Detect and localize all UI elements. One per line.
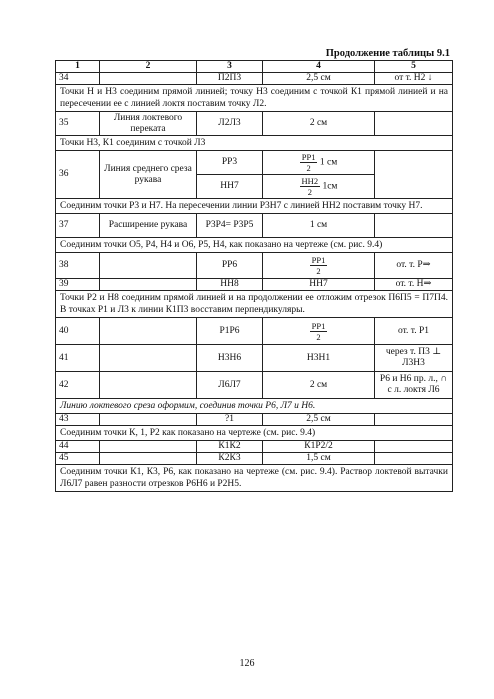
cell: Р3Р4= Р3Р5 (197, 214, 263, 238)
cell: РР3 (197, 151, 263, 175)
fraction (310, 321, 328, 342)
cell: ?1 (197, 414, 263, 426)
cell (100, 414, 197, 426)
table-row (56, 372, 453, 399)
header-cell: 4 (263, 61, 375, 73)
table-row (56, 318, 453, 345)
cell (263, 151, 375, 175)
table-row (56, 345, 453, 372)
row-number: 44 (56, 441, 100, 453)
table-row (56, 73, 453, 85)
row-number: 40 (56, 318, 100, 345)
suffix: 1см (322, 181, 338, 192)
cell (100, 453, 197, 465)
denominator: 2 (316, 266, 321, 276)
table-row (56, 214, 453, 238)
cell: от. т. Н⇒ (375, 279, 453, 291)
instruction-row (56, 426, 453, 441)
instruction-row (56, 199, 453, 214)
cell (375, 112, 453, 136)
instruction-text: Точки Р2 и Н8 соединим прямой линией и на продолжении ее отложим отрезок П6П5 = П7П4. В точках Р1 и Л3 к линии К1П3 восставим перпендикуляры. (56, 291, 453, 318)
cell: К1Р2/2 (263, 441, 375, 453)
row-number: 42 (56, 372, 100, 399)
cell: 2,5 см (263, 414, 375, 426)
row-number: 37 (56, 214, 100, 238)
cell: Н3Н1 (263, 345, 375, 372)
table-row (56, 453, 453, 465)
table-caption: Продолжение таблицы 9.1 (325, 48, 450, 59)
fraction (300, 152, 318, 173)
cell (375, 441, 453, 453)
cell (375, 453, 453, 465)
cell: НН7 (197, 175, 263, 199)
instruction-text: Точки Н3, К1 соединим с точкой Л3 (56, 136, 453, 151)
cell (263, 253, 375, 279)
cell (263, 318, 375, 345)
header-cell: 2 (100, 61, 197, 73)
cell (375, 214, 453, 238)
cell (100, 253, 197, 279)
row-number: 45 (56, 453, 100, 465)
cell (375, 414, 453, 426)
cell: Л2Л3 (197, 112, 263, 136)
cell: П2П3 (197, 73, 263, 85)
cell (100, 441, 197, 453)
table-row (56, 279, 453, 291)
row-number: 43 (56, 414, 100, 426)
fraction (300, 176, 321, 197)
header-cell: 1 (56, 61, 100, 73)
header-row (56, 61, 453, 73)
instruction-text: Соединим точки О5, Р4, Н4 и О6, Р5, Н4, как показано на чертеже (см. рис. 9.4) (56, 238, 453, 253)
cell (263, 175, 375, 199)
cell: 1,5 см (263, 453, 375, 465)
row-number: 41 (56, 345, 100, 372)
page-number: 126 (239, 658, 255, 669)
row-number: 34 (56, 73, 100, 85)
instruction-text: Точки Н и Н3 соединим прямой линией; точку Н3 соединим с точкой К1 прямой линией и на пересечении ее с линией локтя поставим точку Л2. (56, 85, 453, 112)
cell: НН7 (263, 279, 375, 291)
instruction-row (56, 399, 453, 414)
cell: Линия среднего среза рукава (100, 151, 197, 199)
cell: Р6 и Н6 пр. л., ∩ с л. локтя Л6 (375, 372, 453, 399)
instruction-text: Соединим точки К1, К3, Р6, как показано на чертеже (см. рис. 9.4). Раствор локтевой вытачки Л6Л7 равен разности отрезков Р6Н6 и Р2Н5. (56, 465, 453, 492)
cell: от. т. Р1 (375, 318, 453, 345)
numerator: НН2 (301, 176, 319, 186)
cell: 2 см (263, 372, 375, 399)
header-cell: 5 (375, 61, 453, 73)
cell: через т. П3 ⊥ Л3Н3 (375, 345, 453, 372)
denominator: 2 (316, 331, 321, 342)
cell (375, 151, 453, 199)
table-row (56, 112, 453, 136)
cell: Расширение рукава (100, 214, 197, 238)
instruction-text: Соединим точки К, 1, Р2 как показано на чертеже (см. рис. 9.4) (56, 426, 453, 441)
row-number: 38 (56, 253, 100, 279)
cell (100, 73, 197, 85)
fraction (310, 255, 328, 276)
cell: Л6Л7 (197, 372, 263, 399)
row-number: 36 (56, 151, 100, 199)
cell: 1 см (263, 214, 375, 238)
instruction-row (56, 291, 453, 318)
cell: от т. Н2 ↓ (375, 73, 453, 85)
numerator: РР1 (311, 320, 326, 331)
table-row (56, 151, 453, 175)
cell (100, 345, 197, 372)
cell: РР6 (197, 253, 263, 279)
instruction-text: Линию локтевого среза оформим, соединив точки Р6, Л7 и Н6. (56, 399, 453, 414)
instruction-row (56, 465, 453, 492)
row-number: 35 (56, 112, 100, 136)
construction-table (55, 60, 453, 492)
denominator: 2 (306, 163, 311, 173)
suffix: 1 см (319, 157, 338, 168)
table-row (56, 414, 453, 426)
numerator: РР1 (311, 255, 326, 265)
instruction-text: Соединим точки Р3 и Н7. На пересечении линии Р3Н7 с линией НН2 поставим точку Н7. (56, 199, 453, 214)
denominator: 2 (307, 187, 312, 197)
cell (100, 318, 197, 345)
cell: 2 см (263, 112, 375, 136)
cell: Р1Р6 (197, 318, 263, 345)
cell: от. т. Р⇒ (375, 253, 453, 279)
table-row (56, 253, 453, 279)
instruction-row (56, 85, 453, 112)
numerator: РР1 (301, 152, 316, 162)
instruction-row (56, 136, 453, 151)
cell: 2,5 см (263, 73, 375, 85)
cell (100, 279, 197, 291)
table-row (56, 441, 453, 453)
row-number: 39 (56, 279, 100, 291)
cell: К1К2 (197, 441, 263, 453)
cell: К2К3 (197, 453, 263, 465)
cell: Линия локтевого переката (100, 112, 197, 136)
cell (100, 372, 197, 399)
instruction-row (56, 238, 453, 253)
cell: Н3Н6 (197, 345, 263, 372)
cell: НН8 (197, 279, 263, 291)
header-cell: 3 (197, 61, 263, 73)
